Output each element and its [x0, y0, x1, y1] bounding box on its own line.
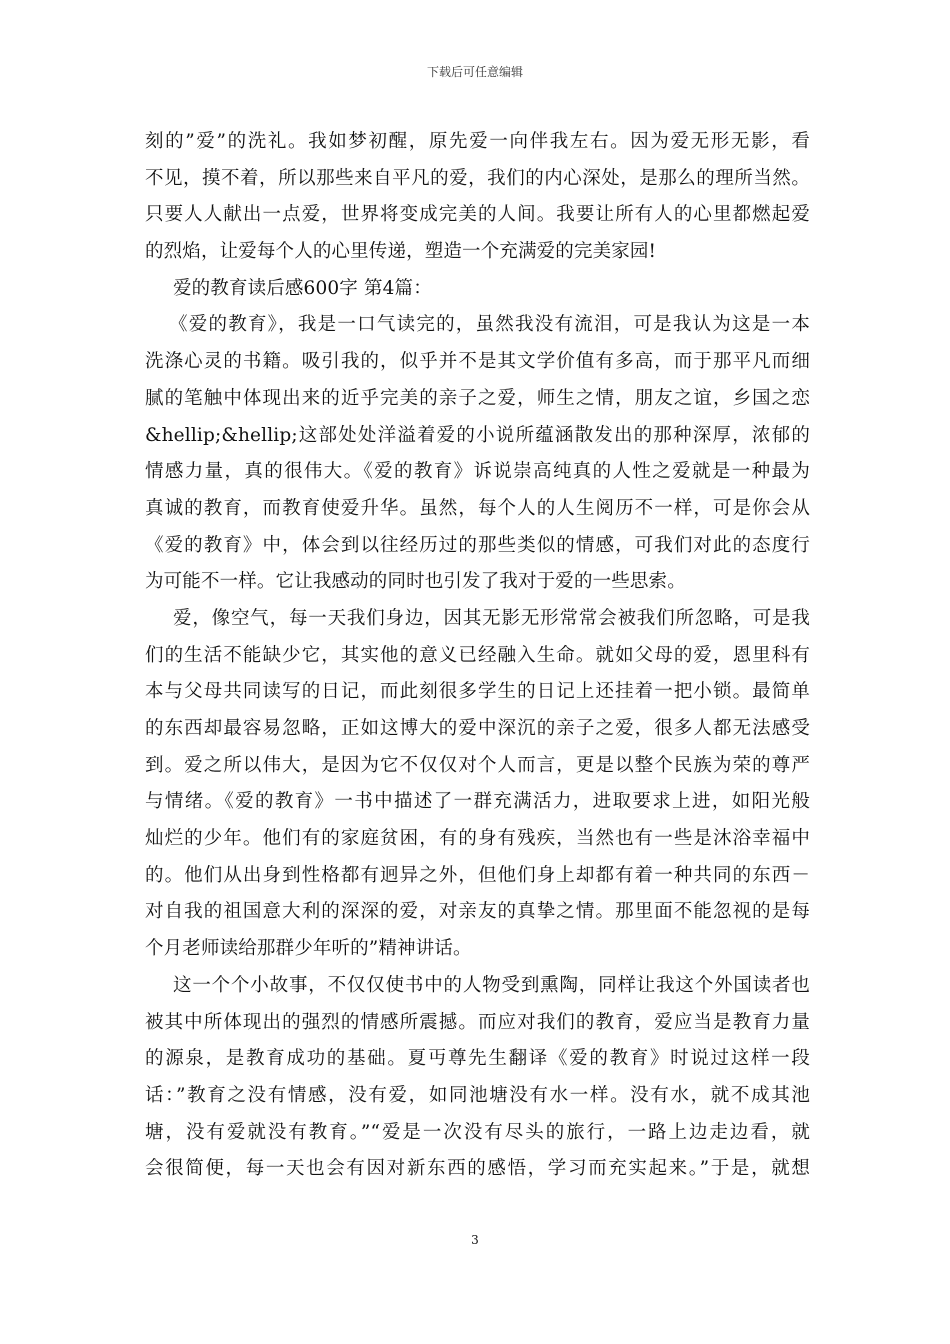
text-line: 被其中所体现出的强烈的情感所震撼。而应对我们的教育，爱应当是教育力量 — [145, 1011, 810, 1033]
text-line: 洗涤心灵的书籍。吸引我的，似乎并不是其文学价值有多高，而于那平凡而细 — [145, 351, 810, 373]
text-line: 塘，没有爱就没有教育。”“爱是一次没有尽头的旅行，一路上边走边看，就 — [145, 1121, 810, 1143]
text-line: 刻的”爱”的洗礼。我如梦初醒，原先爱一向伴我左右。因为爱无形无影，看 — [145, 131, 810, 152]
text-line: 情感力量，真的很伟大。《爱的教育》诉说崇高纯真的人性之爱就是一种最为 — [145, 461, 810, 483]
document-body — [145, 124, 810, 1188]
text-line: 话：”教育之没有情感，没有爱，如同池塘没有水一样。没有水，就不成其池 — [145, 1084, 810, 1106]
text-line: 腻的笔触中体现出来的近乎完美的亲子之爱，师生之情，朋友之谊，乡国之恋 — [145, 387, 810, 409]
text-line: 到。爱之所以伟大，是因为它不仅仅对个人而言，更是以整个民族为荣的尊严 — [145, 754, 810, 776]
text-line: 对自我的祖国意大利的深深的爱，对亲友的真挚之情。那里面不能忽视的是每 — [145, 901, 810, 923]
text-line: 与情绪。《爱的教育》一书中描述了一群充满活力，进取要求上进，如阳光般 — [145, 791, 810, 813]
text-line: 的东西却最容易忽略，正如这博大的爱中深沉的亲子之爱，很多人都无法感受 — [145, 718, 810, 739]
text-line: &hellip;&hellip;这部处处洋溢着爱的小说所蕴涵散发出的那种深厚，浓郁的 — [145, 424, 810, 446]
text-line: 个月老师读给那群少年听的”精神讲话。 — [145, 938, 472, 960]
text-line: 的烈焰，让爱每个人的心里传递，塑造一个充满爱的完美家园! — [145, 241, 657, 263]
page-header: 下载后可任意编辑 — [426, 65, 523, 79]
text-line: 真诚的教育，而教育使爱升华。虽然，每个人的人生阅历不一样，可是你会从 — [145, 497, 810, 519]
text-line: 《爱的教育》中，体会到以往经历过的那些类似的情感，可我们对此的态度行 — [145, 534, 810, 556]
text-line: 的源泉，是教育成功的基础。夏丏尊先生翻译《爱的教育》时说过这样一段 — [145, 1048, 810, 1070]
text-line: 们的生活不能缺少它，其实他的意义已经融入生命。就如父母的爱，恩里科有 — [145, 644, 810, 666]
text-line: 爱，像空气，每一天我们身边，因其无影无形常常会被我们所忽略，可是我 — [173, 607, 810, 629]
text-line: 《爱的教育》，我是一口气读完的，虽然我没有流泪，可是我认为这是一本 — [169, 314, 810, 336]
text-line: 不见，摸不着，所以那些来自平凡的爱，我们的内心深处，是那么的理所当然。 — [145, 167, 810, 189]
text-line: 为可能不一样。它让我感动的同时也引发了我对于爱的一些思索。 — [145, 571, 686, 593]
text-line: 这一个个小故事，不仅仅使书中的人物受到熏陶，同样让我这个外国读者也 — [173, 974, 810, 996]
text-line: 本与父母共同读写的日记，而此刻很多学生的日记上还挂着一把小锁。最简单 — [145, 681, 810, 703]
page-number: 3 — [471, 1233, 479, 1247]
text-line: 会很简便，每一天也会有因对新东西的感悟，学习而充实起来。”于是，就想 — [145, 1158, 810, 1180]
text-line: 灿烂的少年。他们有的家庭贫困，有的身有残疾，当然也有一些是沐浴幸福中 — [145, 828, 810, 850]
text-line: 的。他们从出身到性格都有迥异之外，但他们身上却都有着一种共同的东西－ — [145, 864, 810, 886]
section-heading: 爱的教育读后感600字 第4篇： — [173, 277, 432, 299]
text-line: 只要人人献出一点爱，世界将变成完美的人间。我要让所有人的心里都燃起爱 — [145, 204, 810, 226]
